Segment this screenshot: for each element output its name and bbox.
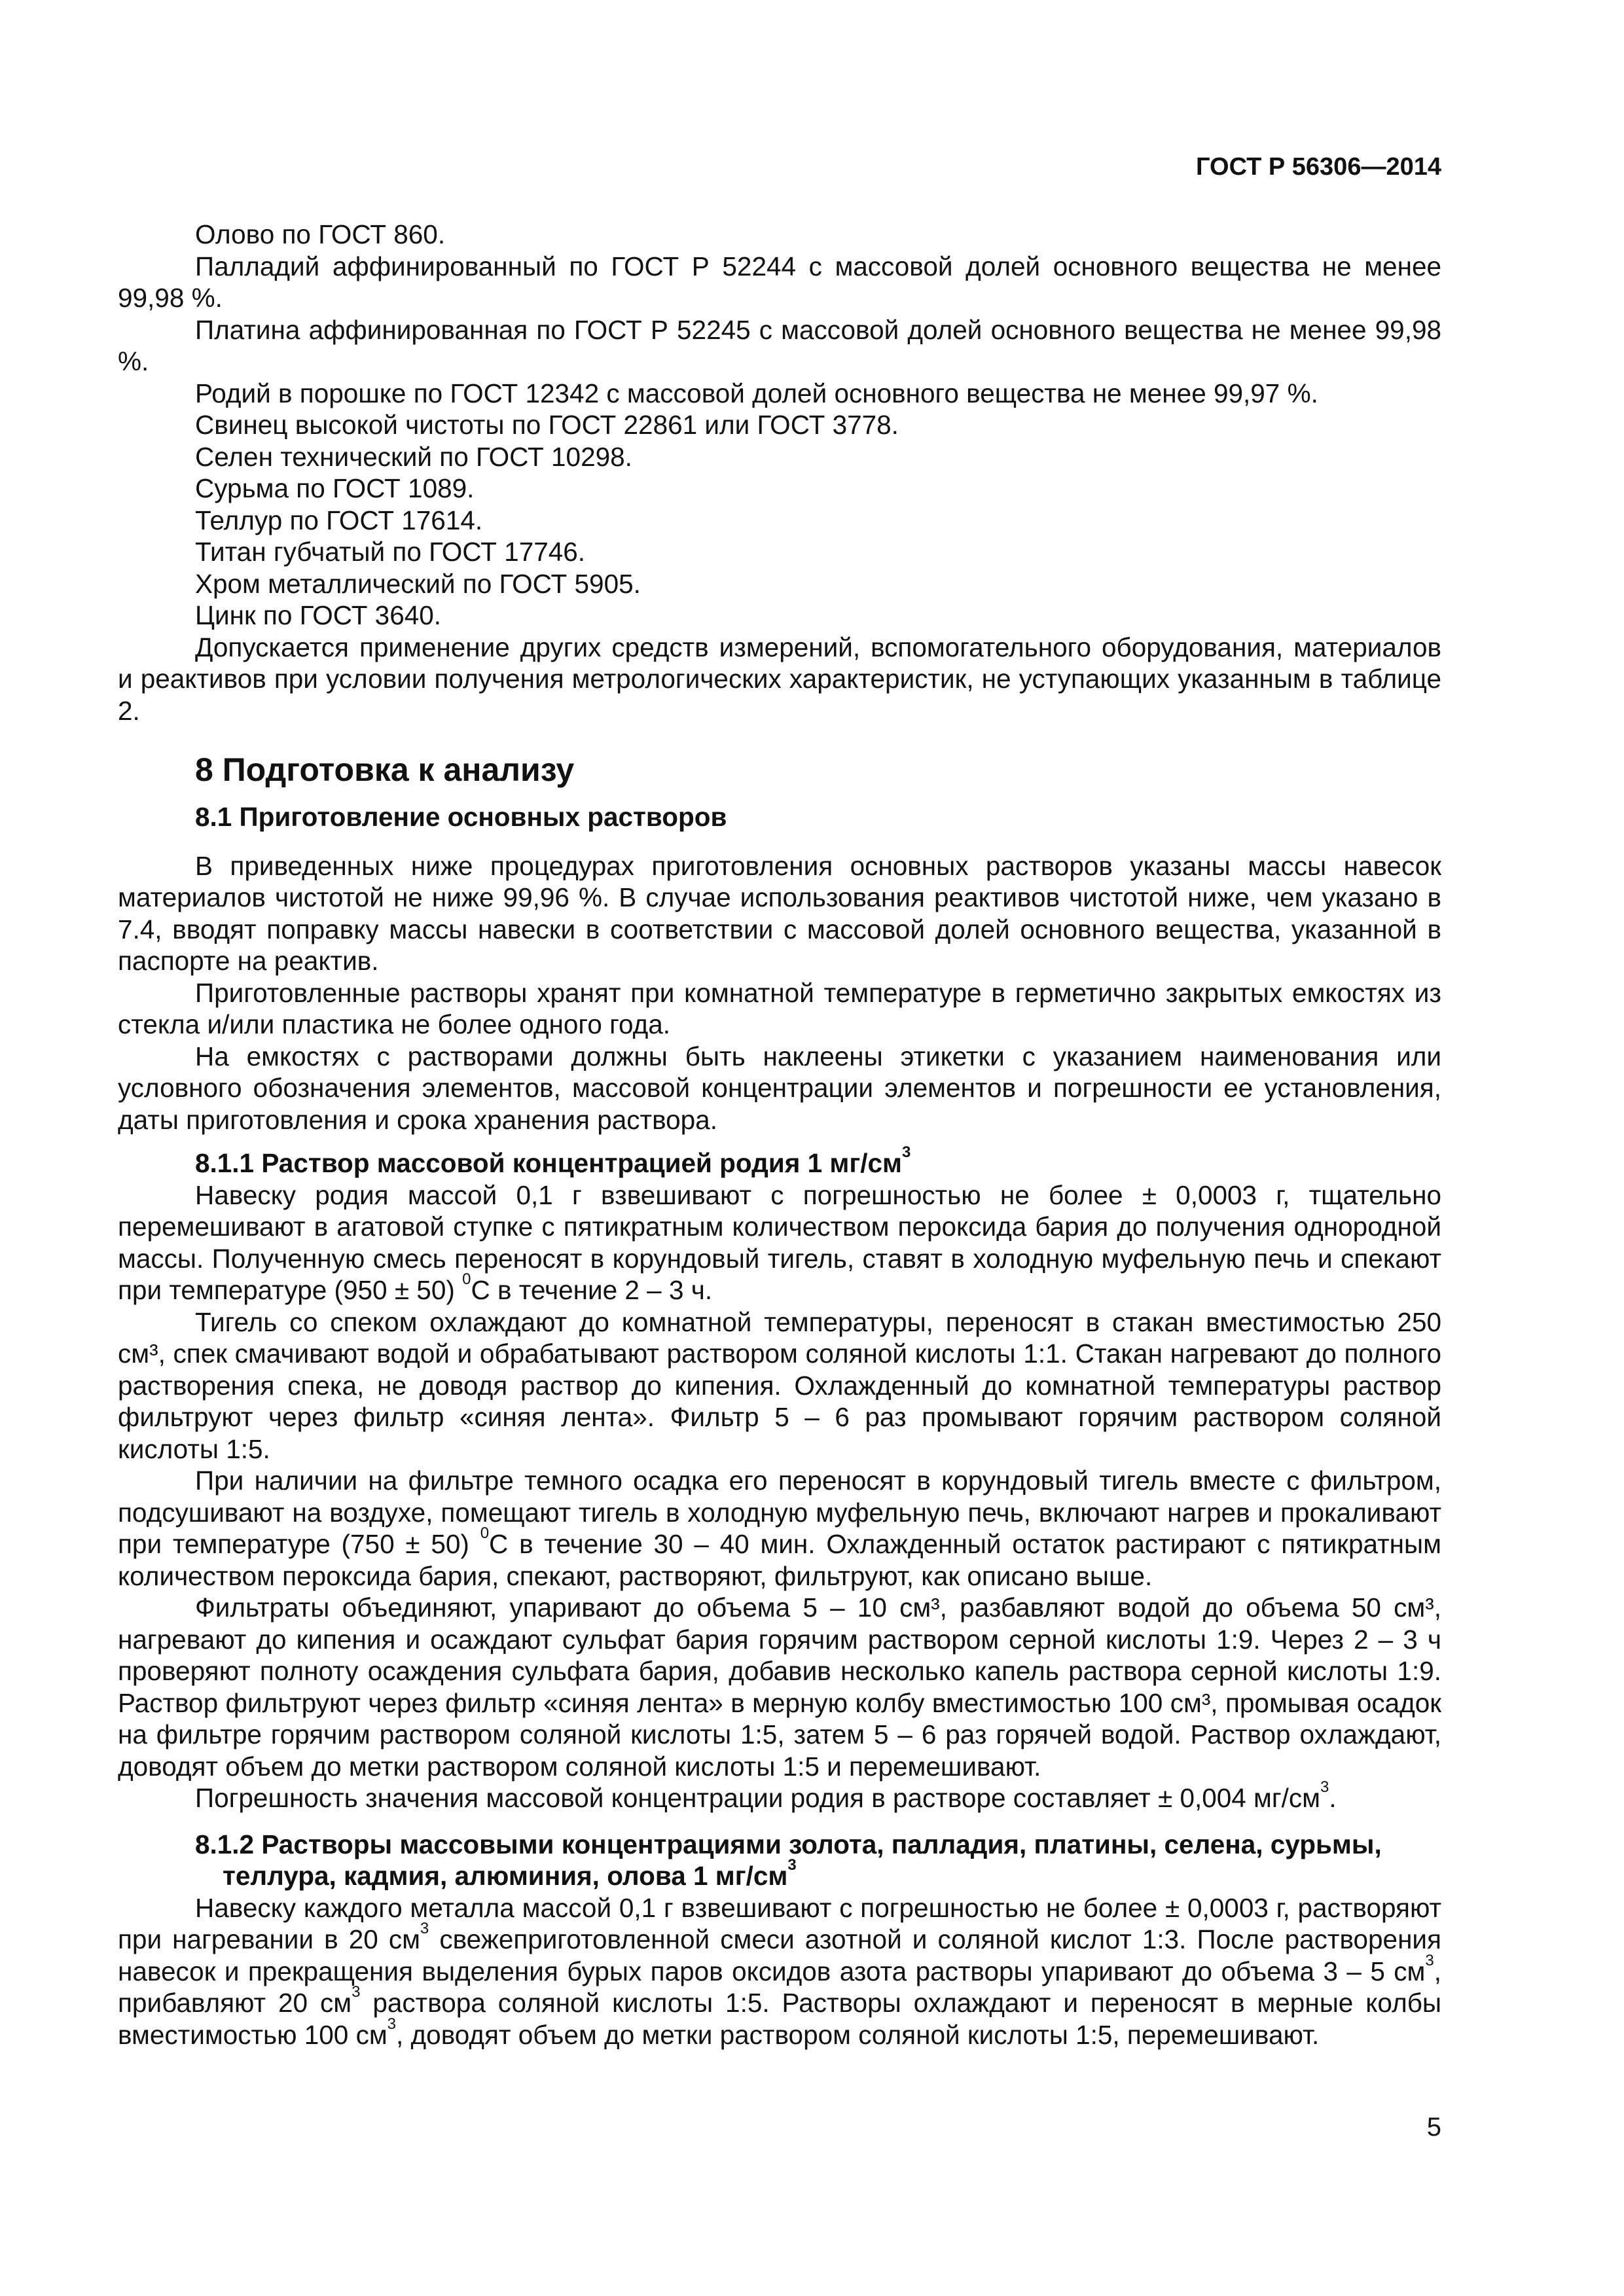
material-item: Хром металлический по ГОСТ 5905. bbox=[195, 568, 641, 599]
paragraph: Фильтраты объединяют, упаривают до объема 5 – 10 см³, разбавляют водой до объема 50 см³, нагревают до кипения и осаждают сульфат бария горячим раствором серной кислоты 1:9. Через 2 – 3 ч проверяют полноту осаждения сульфата бария, добавив несколько капель раствора серной кислоты 1:9. Раствор фильтруют через фильтр «синяя лента» в мерную колбу вместимостью 100 см³, промывая осадок на фильтре горячим раствором соляной кислоты 1:5, затем 5 – 6 раз горячей водой. Раствор охлаждают, доводят объем до метки раствором соляной кислоты 1:5 и перемешивают. bbox=[118, 1592, 1441, 1782]
section-8-1-2-heading: 8.1.2 Растворы массовыми концентрациями золота, палладия, платины, селена, сурьмы, теллура, кадмия, алюминия, олова 1 $мг/см^3$ bbox=[195, 1829, 1382, 1891]
superscript: 3 bbox=[1425, 1951, 1434, 1969]
material-item: Селен технический по ГОСТ 10298. bbox=[195, 441, 632, 472]
material-item: Палладий аффинированный по ГОСТ Р 52244 с массовой долей основного вещества не менее 99,98 %. bbox=[118, 251, 1441, 313]
paragraph: Тигель со спеком охлаждают до комнатной температуры, переносят в стакан вместимостью 250 см³, спек смачивают водой и обрабатывают раствором соляной кислоты 1:1. Стакан нагревают до полного растворения спека, не доводя раствор до кипения. Охлажденный до комнатной температуры раствор фильтруют через фильтр «синяя лента». Фильтр 5 – 6 раз промывают горячим раствором соляной кислоты 1:5. bbox=[118, 1306, 1441, 1464]
alternative-equipment-note: Допускается применение других средств измерений, вспомогательного оборудования, материалов и реактивов при условии получения метрологических характеристик, не уступающих указанным в таблице 2. bbox=[118, 632, 1441, 726]
superscript: 3 bbox=[787, 1856, 797, 1874]
document-page bbox=[118, 0, 1441, 2296]
material-item: Цинк по ГОСТ 3640. bbox=[195, 600, 442, 630]
material-item: Сурьма по ГОСТ 1089. bbox=[195, 473, 475, 503]
document-body bbox=[118, 219, 1441, 2051]
section-8-1-1-heading bbox=[195, 1143, 1441, 1179]
document-id-header: ГОСТ Р 56306—2014 bbox=[1196, 153, 1441, 181]
paragraph: На емкостях с растворами должны быть наклеены этикетки с указанием наименования или условного обозначения элементов, массовой концентрации элементов и погрешности ее установления, даты приготовления и срока хранения раствора. bbox=[118, 1041, 1441, 1135]
section-8-1-heading: 8.1 Приготовление основных растворов bbox=[195, 802, 727, 832]
paragraph: Навеску каждого металла массой 0,1 г взвешивают с погрешностью не более ± 0,0003 г, растворяют при нагревании в 20 $см^3$ свежеприготовленной смеси азотной и соляной кислот 1:3. После растворения навесок и прекращения выделения бурых паров оксидов азота растворы упаривают до объема 3 – 5 $см^3$, прибавляют 20 $см^3$ раствора соляной кислоты 1:5. Растворы охлаждают и переносят в мерные колбы вместимостью 100 $см^3$, доводят объем до метки раствором соляной кислоты 1:5, перемешивают. bbox=[118, 1892, 1442, 2050]
material-item: Родий в порошке по ГОСТ 12342 с массовой долей основного вещества не менее 99,97 %. bbox=[195, 378, 1318, 408]
paragraph: Погрешность значения массовой концентрации родия в растворе составляет ± 0,004 $мг/см^3$. bbox=[195, 1778, 1337, 1813]
superscript: 0 bbox=[462, 1270, 471, 1288]
superscript: 0 bbox=[480, 1524, 490, 1542]
superscript: 3 bbox=[352, 1983, 361, 2001]
superscript: 3 bbox=[1320, 1778, 1329, 1796]
paragraph: Приготовленные растворы хранят при комнатной температуре в герметично закрытых емкостях из стекла и/или пластика не более одного года. bbox=[118, 977, 1441, 1039]
superscript: 3 bbox=[420, 1920, 429, 1937]
material-item: Олово по ГОСТ 860. bbox=[195, 219, 446, 249]
material-item: Титан губчатый по ГОСТ 17746. bbox=[195, 537, 586, 567]
paragraph: В приведенных ниже процедурах приготовления основных растворов указаны массы навесок материалов чистотой не ниже 99,96 %. В случае использования реактивов чистотой ниже, чем указано в 7.4, вводят поправку массы навески в соответствии с массовой долей основного вещества, указанной в паспорте на реактив. bbox=[118, 850, 1441, 976]
paragraph: При наличии на фильтре темного осадка его переносят в корундовый тигель вместе с фильтром, подсушивают на воздухе, помещают тигель в холодную муфельную печь, включают нагрев и прокаливают при температуре (750 ± 50) $^0$С в течение 30 – 40 мин. Охлажденный остаток растирают с пятикратным количеством пероксида бария, спекают, растворяют, фильтруют, как описано выше. bbox=[118, 1465, 1441, 1591]
superscript: 3 bbox=[387, 2015, 397, 2033]
material-item: Свинец высокой чистоты по ГОСТ 22861 или ГОСТ 3778. bbox=[195, 410, 899, 440]
paragraph: Навеску родия массой 0,1 г взвешивают с погрешностью не более ± 0,0003 г, тщательно перемешивают в агатовой ступке с пятикратным количеством пероксида бария до получения однородной массы. Полученную смесь переносят в корундовый тигель, ставят в холодную муфельную печь и спекают при температуре (950 ± 50) $^0$С в течение 2 – 3 ч. bbox=[118, 1179, 1441, 1305]
material-item: Платина аффинированная по ГОСТ Р 52245 с массовой долей основного вещества не менее 99,98 %. bbox=[118, 314, 1441, 376]
page-number: 5 bbox=[1426, 2113, 1441, 2142]
superscript: 3 bbox=[901, 1143, 911, 1161]
material-item: Теллур по ГОСТ 17614. bbox=[195, 505, 483, 535]
section-8-heading: 8 Подготовка к анализу bbox=[195, 751, 575, 788]
heading-text: 8.1.1 Раствор массовой концентрацией родия 1 мг/см bbox=[195, 1148, 902, 1178]
